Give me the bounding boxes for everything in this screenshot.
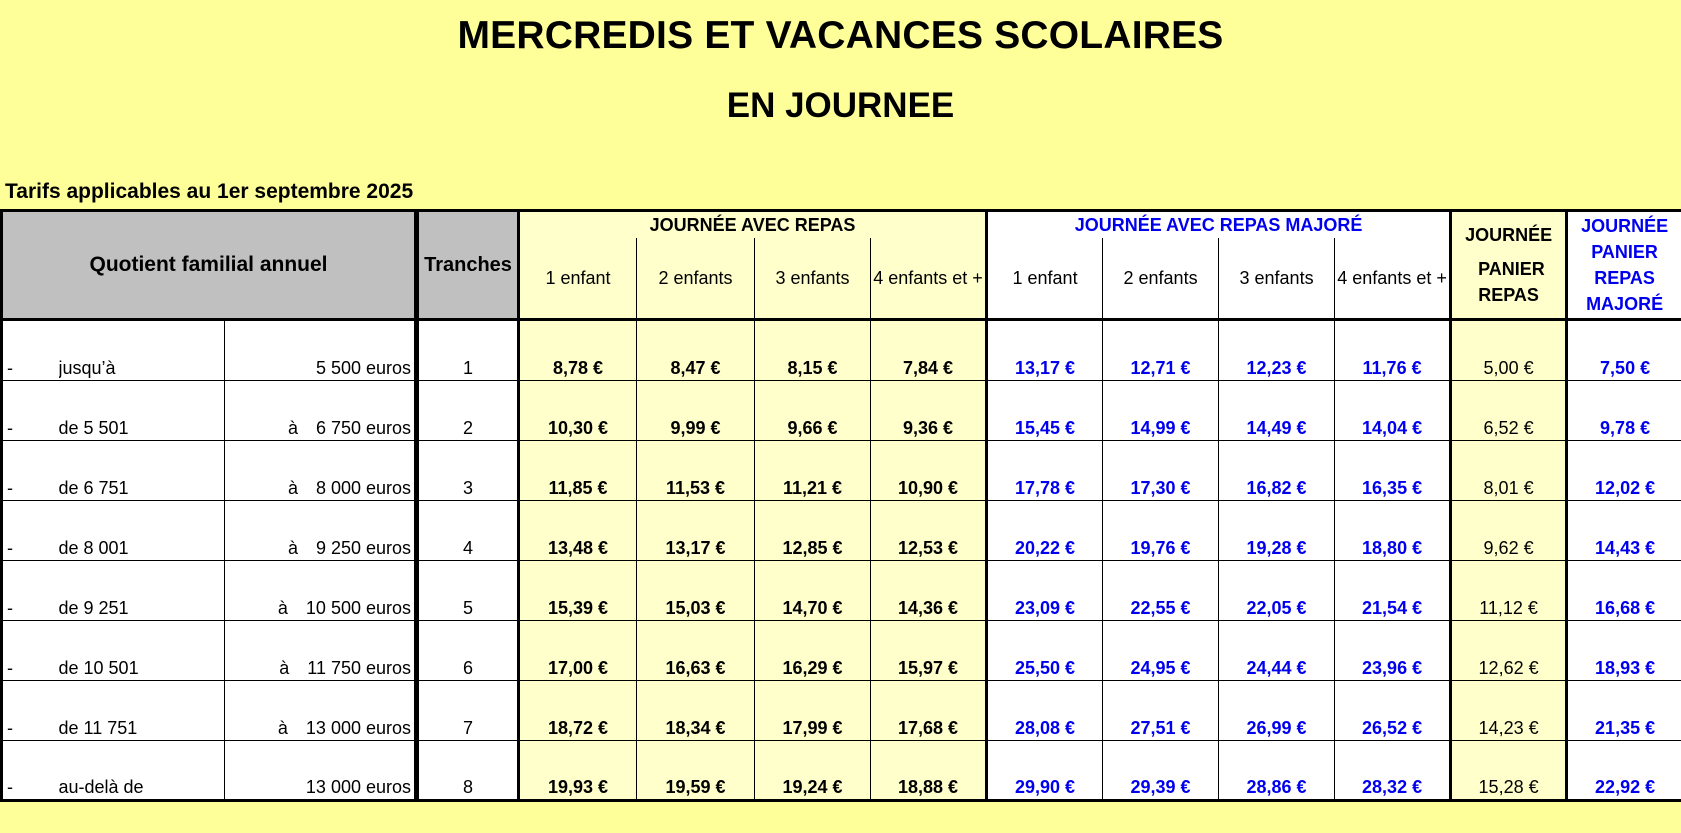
page-subtitle: EN JOURNEE xyxy=(726,86,955,125)
row-from: de 9 251 xyxy=(59,561,225,621)
row-dash: - xyxy=(2,320,59,381)
row-to xyxy=(225,741,417,801)
panier-price: 11,12 € xyxy=(1451,561,1567,621)
panier-price: 8,01 € xyxy=(1451,441,1567,501)
majore-price: 23,96 € xyxy=(1335,621,1451,681)
table-row xyxy=(2,561,1681,621)
tarifs-table xyxy=(0,209,1681,802)
tranches-header: Tranches xyxy=(417,211,519,320)
row-to xyxy=(225,561,417,621)
panier-price: 5,00 € xyxy=(1451,320,1567,381)
row-tranche: 3 xyxy=(417,441,519,501)
row-to xyxy=(225,681,417,741)
majore-price: 14,49 € xyxy=(1219,381,1335,441)
majore-price: 18,80 € xyxy=(1335,501,1451,561)
row-from: au-delà de xyxy=(59,741,225,801)
panier-majore-price: 22,92 € xyxy=(1567,741,1681,801)
row-a: à xyxy=(287,538,298,558)
repas-price: 11,21 € xyxy=(755,441,871,501)
repas-price: 18,88 € xyxy=(871,741,987,801)
repas-price: 14,70 € xyxy=(755,561,871,621)
majore-price: 12,23 € xyxy=(1219,320,1335,381)
majore-price: 29,90 € xyxy=(987,741,1103,801)
majore-price: 20,22 € xyxy=(987,501,1103,561)
repas-price: 9,36 € xyxy=(871,381,987,441)
table-row xyxy=(2,681,1681,741)
majore-price: 21,54 € xyxy=(1335,561,1451,621)
row-to-value: 10 500 euros xyxy=(305,598,412,618)
row-tranche: 1 xyxy=(417,320,519,381)
row-to-value: 5 500 euros xyxy=(315,358,412,378)
majore-price: 25,50 € xyxy=(987,621,1103,681)
panier-price: 14,23 € xyxy=(1451,681,1567,741)
panier-majore-price: 14,43 € xyxy=(1567,501,1681,561)
majore-price: 27,51 € xyxy=(1103,681,1219,741)
row-from: de 5 501 xyxy=(59,381,225,441)
repas-col-4: 4 enfants et + xyxy=(871,238,987,320)
majore-price: 19,28 € xyxy=(1219,501,1335,561)
panier-price: 9,62 € xyxy=(1451,501,1567,561)
repas-price: 8,78 € xyxy=(519,320,637,381)
majore-price: 11,76 € xyxy=(1335,320,1451,381)
majore-col-4: 4 enfants et + xyxy=(1335,238,1451,320)
majore-price: 28,32 € xyxy=(1335,741,1451,801)
repas-price: 17,00 € xyxy=(519,621,637,681)
repas-price: 13,17 € xyxy=(637,501,755,561)
majore-price: 26,99 € xyxy=(1219,681,1335,741)
row-to xyxy=(225,501,417,561)
repas-price: 19,59 € xyxy=(637,741,755,801)
row-to xyxy=(225,381,417,441)
repas-price: 11,85 € xyxy=(519,441,637,501)
repas-price: 12,85 € xyxy=(755,501,871,561)
row-a: à xyxy=(287,418,298,438)
repas-price: 19,24 € xyxy=(755,741,871,801)
repas-price: 9,99 € xyxy=(637,381,755,441)
row-from: jusqu’à xyxy=(59,320,225,381)
panier-majore-price: 9,78 € xyxy=(1567,381,1681,441)
table-row xyxy=(2,320,1681,381)
repas-price: 14,36 € xyxy=(871,561,987,621)
panier-majore-header: JOURNÉE PANIER REPAS MAJORÉ xyxy=(1567,211,1681,320)
row-dash: - xyxy=(2,681,59,741)
row-to xyxy=(225,441,417,501)
panier-majore-price: 12,02 € xyxy=(1567,441,1681,501)
majore-price: 23,09 € xyxy=(987,561,1103,621)
repas-col-2: 2 enfants xyxy=(637,238,755,320)
panier-header-line1: JOURNÉE xyxy=(1465,225,1553,245)
panier-majore-price: 16,68 € xyxy=(1567,561,1681,621)
majore-price: 16,82 € xyxy=(1219,441,1335,501)
panier-header-line2: PANIER REPAS xyxy=(1478,259,1545,305)
row-from: de 8 001 xyxy=(59,501,225,561)
row-tranche: 8 xyxy=(417,741,519,801)
repas-price: 18,34 € xyxy=(637,681,755,741)
panier-price: 6,52 € xyxy=(1451,381,1567,441)
majore-price: 13,17 € xyxy=(987,320,1103,381)
repas-price: 11,53 € xyxy=(637,441,755,501)
repas-price: 7,84 € xyxy=(871,320,987,381)
majore-price: 29,39 € xyxy=(1103,741,1219,801)
repas-price: 10,90 € xyxy=(871,441,987,501)
row-tranche: 5 xyxy=(417,561,519,621)
majore-price: 17,30 € xyxy=(1103,441,1219,501)
row-dash: - xyxy=(2,441,59,501)
row-a: à xyxy=(277,598,288,618)
row-tranche: 6 xyxy=(417,621,519,681)
table-row xyxy=(2,441,1681,501)
repas-price: 8,15 € xyxy=(755,320,871,381)
panier-majore-price: 21,35 € xyxy=(1567,681,1681,741)
row-to xyxy=(225,621,417,681)
row-a: à xyxy=(279,658,290,678)
majore-col-1: 1 enfant xyxy=(987,238,1103,320)
row-dash: - xyxy=(2,501,59,561)
table-row xyxy=(2,741,1681,801)
repas-price: 16,63 € xyxy=(637,621,755,681)
majore-price: 17,78 € xyxy=(987,441,1103,501)
row-dash: - xyxy=(2,381,59,441)
row-from: de 10 501 xyxy=(59,621,225,681)
majore-price: 12,71 € xyxy=(1103,320,1219,381)
quotient-header: Quotient familial annuel xyxy=(2,211,417,320)
majore-price: 19,76 € xyxy=(1103,501,1219,561)
panier-majore-price: 18,93 € xyxy=(1567,621,1681,681)
repas-price: 17,68 € xyxy=(871,681,987,741)
majore-group-header: JOURNÉE AVEC REPAS MAJORÉ xyxy=(987,211,1451,239)
repas-price: 10,30 € xyxy=(519,381,637,441)
repas-price: 8,47 € xyxy=(637,320,755,381)
row-dash: - xyxy=(2,621,59,681)
table-row xyxy=(2,381,1681,441)
row-to-value: 6 750 euros xyxy=(315,418,412,438)
row-a: à xyxy=(287,478,298,498)
repas-price: 19,93 € xyxy=(519,741,637,801)
row-to-value: 11 750 euros xyxy=(307,658,412,678)
row-tranche: 7 xyxy=(417,681,519,741)
row-from: de 11 751 xyxy=(59,681,225,741)
repas-price: 18,72 € xyxy=(519,681,637,741)
row-to-value: 13 000 euros xyxy=(305,777,412,797)
table-row xyxy=(2,621,1681,681)
row-a: à xyxy=(277,718,288,738)
repas-price: 9,66 € xyxy=(755,381,871,441)
majore-price: 16,35 € xyxy=(1335,441,1451,501)
panier-header xyxy=(1451,211,1567,320)
majore-col-3: 3 enfants xyxy=(1219,238,1335,320)
repas-price: 12,53 € xyxy=(871,501,987,561)
majore-price: 22,05 € xyxy=(1219,561,1335,621)
majore-price: 28,86 € xyxy=(1219,741,1335,801)
majore-price: 15,45 € xyxy=(987,381,1103,441)
row-to-value: 13 000 euros xyxy=(305,718,412,738)
row-dash: - xyxy=(2,561,59,621)
repas-price: 17,99 € xyxy=(755,681,871,741)
panier-price: 12,62 € xyxy=(1451,621,1567,681)
repas-price: 13,48 € xyxy=(519,501,637,561)
row-tranche: 2 xyxy=(417,381,519,441)
tarifs-note: Tarifs applicables au 1er septembre 2025 xyxy=(5,180,414,203)
repas-col-1: 1 enfant xyxy=(519,238,637,320)
majore-col-2: 2 enfants xyxy=(1103,238,1219,320)
repas-price: 15,03 € xyxy=(637,561,755,621)
majore-price: 24,95 € xyxy=(1103,621,1219,681)
row-to-value: 9 250 euros xyxy=(315,538,412,558)
row-from: de 6 751 xyxy=(59,441,225,501)
majore-price: 26,52 € xyxy=(1335,681,1451,741)
repas-price: 15,39 € xyxy=(519,561,637,621)
repas-group-header: JOURNÉE AVEC REPAS xyxy=(519,211,987,239)
majore-price: 22,55 € xyxy=(1103,561,1219,621)
row-dash: - xyxy=(2,741,59,801)
majore-price: 14,04 € xyxy=(1335,381,1451,441)
panier-majore-price: 7,50 € xyxy=(1567,320,1681,381)
row-to xyxy=(225,320,417,381)
majore-price: 14,99 € xyxy=(1103,381,1219,441)
majore-price: 28,08 € xyxy=(987,681,1103,741)
page-title: MERCREDIS ET VACANCES SCOLAIRES xyxy=(457,14,1224,57)
majore-price: 24,44 € xyxy=(1219,621,1335,681)
repas-price: 15,97 € xyxy=(871,621,987,681)
page-header xyxy=(0,0,1681,210)
row-tranche: 4 xyxy=(417,501,519,561)
repas-col-3: 3 enfants xyxy=(755,238,871,320)
repas-price: 16,29 € xyxy=(755,621,871,681)
row-to-value: 8 000 euros xyxy=(315,478,412,498)
panier-price: 15,28 € xyxy=(1451,741,1567,801)
table-row xyxy=(2,501,1681,561)
